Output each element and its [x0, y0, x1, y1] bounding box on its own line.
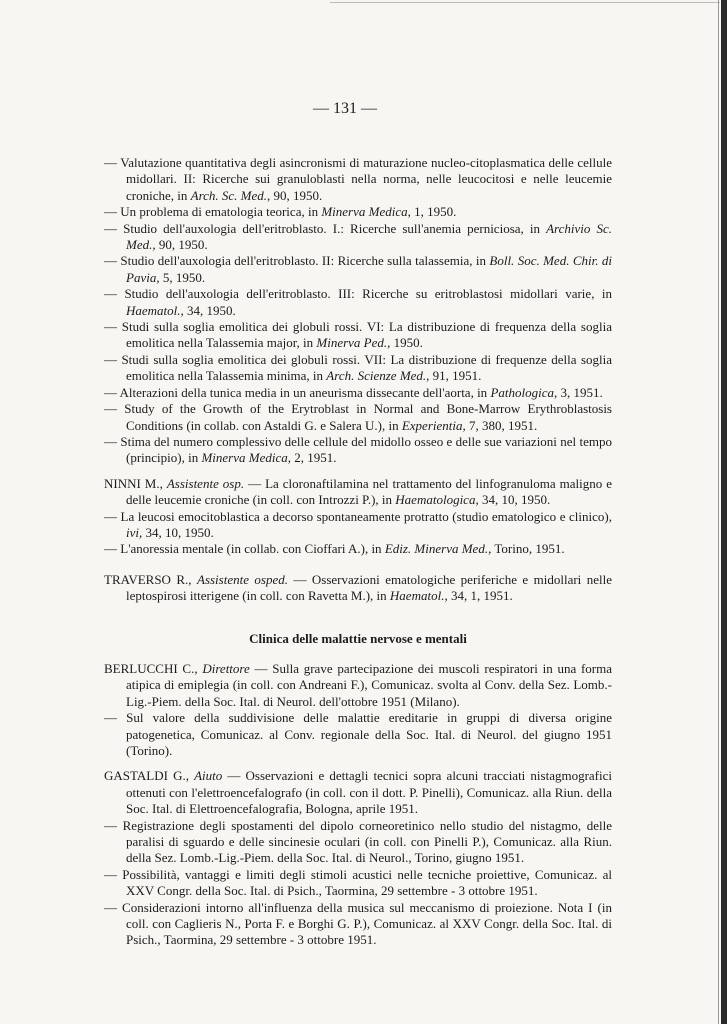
italic-citation-text: Assistente osped.	[197, 571, 289, 587]
section-heading: Clinica delle malattie nervose e mentali	[249, 630, 467, 646]
bibliography-entry	[104, 253, 612, 286]
bibliography-entry	[104, 867, 612, 900]
entry-text: 5, 1950.	[159, 269, 206, 285]
entry-text: 1, 1950.	[410, 204, 457, 220]
bibliography-entry	[104, 385, 612, 401]
entry-text: — La cloronaftilamina nel trattamento del linfogranuloma maligno e delle leucemie croniche (in coll. con Introzzi P.), in	[126, 475, 612, 508]
entry-text: 34, 1, 1951.	[447, 588, 513, 604]
italic-citation-text: Haematologica,	[395, 492, 479, 508]
bibliography-entry	[104, 352, 612, 385]
italic-citation-text: Boll. Soc. Med. Chir. di Pavia,	[126, 253, 612, 285]
entry-text: — L'anoressia mentale (in collab. con Cioffari A.), in	[104, 541, 385, 557]
bibliography-entry	[104, 221, 612, 254]
entry-text: 90, 1950.	[155, 237, 208, 253]
entry-text: , 90, 1950.	[267, 187, 323, 203]
bibliography-entry	[104, 401, 612, 434]
bibliography-entry	[104, 541, 612, 557]
bibliography-entry	[104, 900, 612, 949]
entry-text: — Un problema di ematologia teorica, in	[104, 204, 322, 220]
italic-citation-text: Minerva Ped.,	[316, 335, 391, 351]
bibliography-entry	[104, 319, 612, 352]
entry-text: Torino, 1951.	[491, 541, 565, 557]
entry-text: 3, 1951.	[557, 384, 603, 400]
italic-citation-text: Direttore	[202, 660, 250, 676]
entry-text: — Sul valore della suddivisione delle malattie ereditarie in gruppi di diversa origine patogenetica, Comunicaz. al Conv. regionale della Soc. Ital. di Neurol. del giugno 1951 (Torino).	[104, 710, 612, 758]
entry-text: 2, 1951.	[291, 450, 337, 466]
entry-text: — Registrazione degli spostamenti del dipolo corneoretinico nello studio del nistagmo, delle paralisi di sguardo e delle sincinesie oculari (in coll. con Pinelli P.), Comunicaz. alla Riun. della Sez. Lomb.-Lig.-Piem. della Soc. Ital. di Neurol., Torino, giugno 1951.	[104, 817, 612, 866]
author-publication-group	[104, 768, 612, 948]
entry-text: 34, 1950.	[183, 302, 236, 318]
bibliography-entry	[104, 818, 612, 867]
bibliography-entry	[104, 476, 612, 509]
italic-citation-text: ivi,	[126, 524, 143, 540]
entry-text: — Osservazioni ematologiche periferiche e midollari nelle leptospirosi itterigene (in coll. con Ravetta M.), in	[126, 571, 612, 604]
italic-citation-text: Arch. Sc. Med.	[190, 187, 268, 203]
bibliography-entry	[104, 710, 612, 759]
entry-text: — Alterazioni della tunica media in un aneurisma dissecante dell'aorta, in	[104, 384, 491, 400]
italic-citation-text: Archivio Sc. Med.,	[126, 220, 612, 253]
italic-citation-text: Minerva Medica,	[201, 450, 291, 466]
scan-edge-line	[718, 0, 719, 1024]
bibliography-entry	[104, 661, 612, 710]
author-publication-group	[104, 661, 612, 759]
entry-text: — Studio dell'auxologia dell'eritroblasto. II: Ricerche sulla talassemia, in	[104, 253, 490, 269]
bibliography-entry	[104, 572, 612, 605]
author-publication-group	[104, 476, 612, 558]
entry-text: — Studi sulla soglia emolitica dei globuli rossi. VII: La distribuzione di frequenze della soglia emolitica nella Talassemia minima, in	[104, 351, 612, 384]
italic-citation-text: Ediz. Minerva Med.,	[384, 541, 492, 557]
entry-text: 7, 380, 1951.	[465, 417, 538, 433]
scan-artifact-line	[330, 2, 720, 3]
italic-citation-text: Haematol.,	[389, 588, 448, 604]
entry-text: BERLUCCHI C.,	[104, 660, 203, 676]
italic-citation-text: Arch. Scienze Med.,	[326, 368, 430, 384]
entry-text: GASTALDI G.,	[104, 768, 195, 784]
page-number: — 131 —	[313, 100, 377, 117]
entry-text: — Studio dell'auxologia dell'eritroblasto. III: Ricerche su eritroblastosi midollari varie, in	[104, 286, 612, 302]
entry-text: 34, 10, 1950.	[142, 524, 214, 540]
italic-citation-text: Experientia,	[401, 417, 466, 433]
bibliography-entry	[104, 509, 612, 542]
entry-text: — Possibilità, vantaggi e limiti degli stimoli acustici nelle tecniche proiettive, Comunicaz. al XXV Congr. della Soc. Ital. di Psich., Taormina, 29 settembre - 3 ottobre 1951.	[104, 866, 612, 899]
author-publication-group	[104, 572, 612, 605]
italic-citation-text: Minerva Medica,	[321, 204, 411, 220]
entry-text: 34, 10, 1950.	[478, 492, 551, 508]
bibliography-entry	[104, 434, 612, 467]
entry-text: NINNI M.,	[104, 475, 167, 491]
bibliography-content	[104, 155, 612, 949]
scan-page-edge	[721, 0, 727, 1024]
entry-text: — Stima del numero complessivo delle cellule del midollo osseo e delle sue variazioni nel tempo (principio), in	[104, 433, 612, 466]
author-publication-group	[104, 155, 612, 467]
italic-citation-text: Pathologica,	[490, 384, 558, 400]
italic-citation-text: Aiuto	[194, 768, 223, 784]
entry-text: — Studio dell'auxologia dell'eritroblasto. I.: Ricerche sull'anemia perniciosa, in	[104, 220, 547, 236]
bibliography-entry	[104, 286, 612, 319]
entry-text: — Study of the Growth of the Erytroblast in Normal and Bone-Marrow Erythroblastosis Conditions (in collab. con Astaldi G. e Salera U.), in	[104, 401, 612, 433]
entry-text: — La leucosi emocitoblastica a decorso spontaneamente protratto (studio ematologico e clinico),	[104, 508, 612, 524]
italic-citation-text: Assistente osp.	[166, 475, 245, 491]
entry-text: 1950.	[390, 335, 423, 351]
entry-text: — Studi sulla soglia emolitica dei globuli rossi. VI: La distribuzione di frequenza della soglia emolitica nella Talassemia major, in	[104, 319, 612, 351]
entry-text: — Sulla grave partecipazione dei muscoli respiratori in una forma atipica di emiplegia (in coll. con Andreani F.), Comunicaz. svolta al Conv. della Sez. Lomb.-Lig.-Piem. della Soc. Ital. di Neurol. dell'ottobre 1951 (Milano).	[126, 660, 612, 709]
bibliography-entry	[104, 155, 612, 204]
entry-text: — Osservazioni e dettagli tecnici sopra alcuni tracciati nistagmografici ottenuti con l'elettroencefalografo (in coll. con il dott. P. Pinelli), Comunicaz. alla Riun. della Soc. Ital. di Elettroencefalografia, Bologna, aprile 1951.	[126, 768, 613, 817]
italic-citation-text: Haematol.,	[126, 302, 184, 318]
bibliography-entry	[104, 768, 612, 817]
entry-text: 91, 1951.	[429, 368, 482, 384]
bibliography-entry	[104, 204, 612, 220]
entry-text: — Valutazione quantitativa degli asincronismi di maturazione nucleo-citoplasmatica delle cellule midollari. II: Ricerche sui granuloblasti nella norma, nelle leucocitosi e nelle leucemie croniche, in	[104, 155, 612, 203]
entry-text: TRAVERSO R.,	[104, 571, 197, 587]
entry-text: — Considerazioni intorno all'influenza della musica sul meccanismo di proiezione. Nota I (in coll. con Caglieris N., Porta F. e Borghi G. P.), Comunicaz. al XXV Congr. della Soc. Ital. di Psich., Taormina, 29 settembre - 3 ottobre 1951.	[104, 899, 612, 948]
